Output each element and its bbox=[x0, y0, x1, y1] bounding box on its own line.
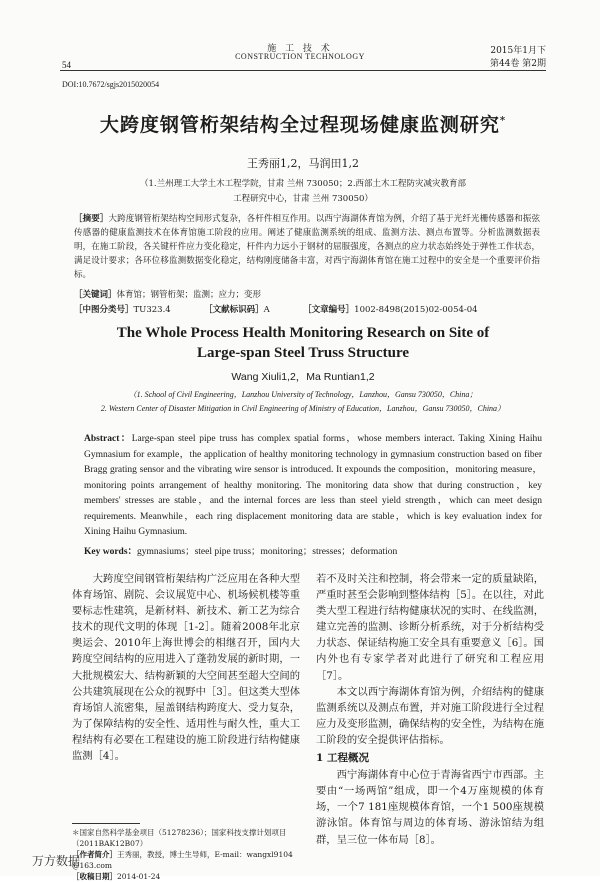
intro-paragraph-continued: 若不及时关注和控制，将会带来一定的质量缺陷，严重时甚至会影响到整体结构［5］。在以往，对此类大型工程进行结构健康状况的实时、在线监测，建立完善的监测、诊断分析系统，对于分析结构受力状态、保证结构施工安全具有重要意义［6］。国内外也有专家学者对此进行了研究和工程应用［7］。 bbox=[316, 573, 544, 682]
title-footnote-mark: * bbox=[499, 115, 507, 127]
header-rule bbox=[60, 70, 546, 71]
article-id-value: 1002-8498(2015)02-0054-04 bbox=[354, 305, 478, 315]
footnote-rule bbox=[72, 823, 140, 824]
classification-line bbox=[74, 303, 540, 317]
body-column-right bbox=[316, 571, 544, 848]
volume-issue: 第44卷 第2期 bbox=[489, 59, 546, 69]
abstract-cn-label: ［摘要］ bbox=[74, 214, 109, 224]
footnote-received-label: ［收稿日期］ bbox=[72, 872, 117, 881]
watermark: 万方数据 bbox=[32, 854, 81, 868]
abstract-cn bbox=[74, 212, 540, 282]
section-1-paragraph: 西宁海湖体育中心位于青海省西宁市西部。主要由“一场两馆”组成，即一个4万座规模的体育场，一个7 181座规模体育馆，一个1 500座规模游泳馆。体育馆与周边的体育场、游泳馆结为组群，呈三位一体布局［8］。 bbox=[316, 769, 544, 846]
doc-code-value: A bbox=[263, 305, 270, 315]
affiliation-cn-line-1: （1.兰州理工大学土木工程学院，甘肃 兰州 730050；2.西部土木工程防灾减灾教育部 bbox=[139, 179, 467, 189]
keywords-en bbox=[84, 543, 542, 557]
section-1-heading: 1 工程概况 bbox=[316, 752, 369, 765]
footnote-author bbox=[72, 849, 300, 871]
footnotes bbox=[72, 827, 300, 882]
title-en-line-1: The Whole Process Health Monitoring Research on Site of bbox=[116, 325, 490, 341]
affiliation-en-line-1: （1. School of Civil Engineering，Lanzhou University of Technology，Lanzhou，Gansu 730050，China； bbox=[128, 390, 478, 399]
title-cn-text: 大跨度钢管桁架结构全过程现场健康监测研究 bbox=[99, 114, 500, 136]
footnote-fund: ＊国家自然科学基金项目（51278236）；国家科技支撑计划项目（2011BAK12B07） bbox=[72, 828, 287, 848]
body-column-left bbox=[72, 571, 300, 764]
footnote-author-label: ［作者简介］ bbox=[72, 850, 117, 859]
page-number: 54 bbox=[62, 60, 71, 70]
article-id-label: ［文章编号］ bbox=[303, 305, 355, 315]
intro-paragraph-1: 大跨度空间钢管桁架结构广泛应用在各种大型体育场馆、剧院、会议展览中心、机场候机楼等重要标志性建筑，是新材料、新技术、新工艺为综合技术的现代文明的体现［1-2］。随着2008年北京奥运会、2010年上海世博会的相继召开，国内大跨度空间结构的应用进入了蓬勃发展的新时期，一大批规模宏大、结构新颖的大空间甚至超大空间的公共建筑展现在公众的视野中［3］。但这类大型体育场馆人流密集，屋盖钢结构跨度大、受力复杂，为了保障结构的安全性、适用性与耐久性，重大工程结构有必要在工程建设的施工阶段进行结构健康监测［4］。 bbox=[72, 573, 300, 763]
keywords-en-text: gymnasiums；steel pipe truss；monitoring；stresses；deformation bbox=[137, 547, 398, 557]
doc-code-label: ［文献标识码］ bbox=[204, 305, 264, 315]
journal-name-en: CONSTRUCTION TECHNOLOGY bbox=[235, 52, 365, 61]
abstract-en-label: Abstract： bbox=[84, 434, 132, 444]
keywords-en-label: Key words： bbox=[84, 547, 138, 557]
intro-paragraph-2: 本文以西宁海湖体育馆为例，介绍结构的健康监测系统以及测点布置，并对施工阶段进行全过程应力及变形监测，确保结构的安全性，为结构在施工阶段的安全提供评估指标。 bbox=[316, 685, 544, 746]
clc-value: TU323.4 bbox=[133, 305, 171, 315]
title-en-line-2: Large-span Steel Truss Structure bbox=[196, 345, 410, 361]
doi: DOI:10.7672/sgjs2015020054 bbox=[62, 80, 160, 89]
abstract-en bbox=[84, 432, 542, 541]
affiliation-en-line-2: 2. Western Center of Disaster Mitigation in Civil Engineering of Ministry of Education，Lanzhou，Gansu 730050，China） bbox=[100, 404, 506, 413]
clc-label: ［中图分类号］ bbox=[74, 305, 134, 315]
title-cn bbox=[60, 110, 546, 137]
affiliation-cn-line-2: 工程研究中心，甘肃 兰州 730050） bbox=[233, 194, 373, 204]
abstract-en-text: Large-span steel pipe truss has complex spatial forms，whose members interact. Taking Xining Haihu Gymnasium for example，the application of healthy monitoring technology in gymnasium construction based on fiber Bragg grating sensor and the vibrating wire sensor is introduced. It expounds the composition，monitoring measure，monitoring points arrangement of healthy monitoring. The monitoring data show that during construction，key members' stresses are stable，and the internal forces are less than steel yield strength，which can meet design requirements. Meanwhile，each ring displacement monitoring data are stable，which is key evaluation index for Xining Haihu Gymnasium. bbox=[84, 434, 542, 537]
keywords-cn bbox=[74, 288, 540, 302]
footnote-author-text: 王秀丽，教授，博士生导师，E-mail：wangxl9104 @163.com bbox=[72, 850, 293, 870]
abstract-cn-text: 大跨度钢管桁架结构空间形式复杂，各杆件相互作用。以西宁海湖体育馆为例，介绍了基于光纤光栅传感器和振弦传感器的健康监测技术在体育馆施工阶段的应用。阐述了健康监测系统的组成、监测方法、测点布置等。分析监测数据表明，在施工阶段，各关键杆件应力变化稳定，杆件内力远小于钢材的屈服强度，各测点的应力状态始终处于弹性工作状态，满足设计要求；各环位移监测数据变化稳定，结构刚度储备丰富，对西宁海湖体育馆在施工过程中的安全是一个重要评价指标。 bbox=[74, 214, 540, 280]
keywords-cn-text: 体育馆；钢管桁架；监测；应力；变形 bbox=[116, 290, 262, 300]
footnote-received-date: 2014-01-24 bbox=[117, 872, 161, 881]
authors-en: Wang Xiuli1,2，Ma Runtian1,2 bbox=[231, 371, 375, 383]
issue-date: 2015年1月下 bbox=[490, 46, 546, 56]
journal-name-cn: 施 工 技 术 bbox=[267, 44, 333, 54]
footnote-received bbox=[72, 871, 300, 882]
authors-cn: 王秀丽1,2，马润田1,2 bbox=[247, 157, 359, 170]
keywords-cn-label: ［关键词］ bbox=[74, 290, 117, 300]
